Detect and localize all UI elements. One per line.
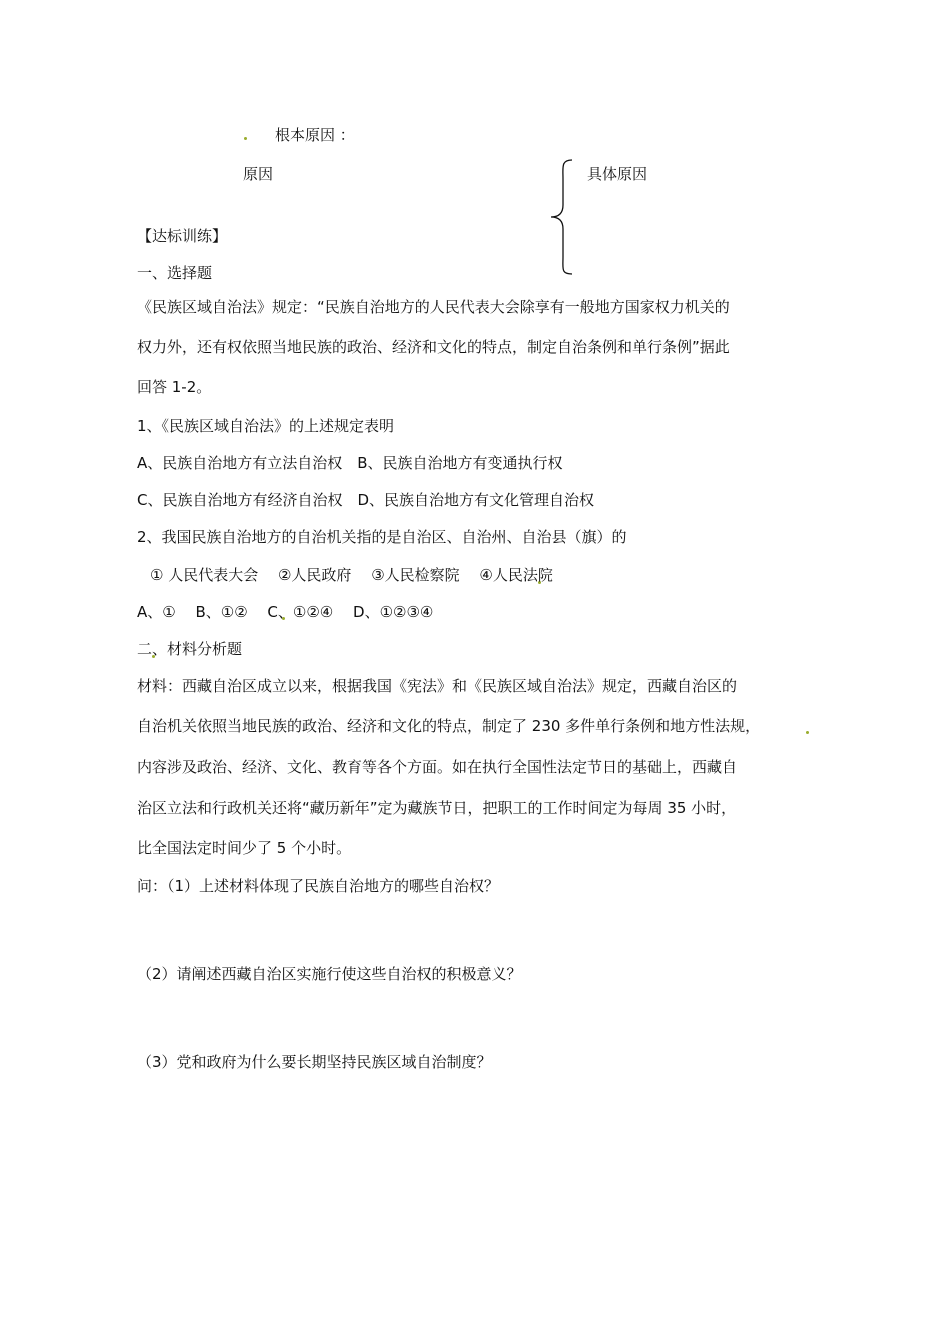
intro-line-1: 《民族区域自治法》规定：“民族自治地方的人民代表大会除享有一般地方国家权力机关的 xyxy=(137,298,730,316)
part2-heading: 二、材料分析题 xyxy=(137,640,243,658)
section-title: 【达标训练】 xyxy=(137,227,228,245)
q2-options: A、① B、①② C、①②④ D、①②③④ xyxy=(137,603,434,621)
material-line-5: 比全国法定时间少了 5 个小时。 xyxy=(137,839,352,857)
root-cause-label: 根本原因 ： xyxy=(275,126,355,144)
q2-items: ① 人民代表大会 ②人民政府 ③人民检察院 ④人民法院 xyxy=(150,566,553,584)
q1-options-ab: A、民族自治地方有立法自治权 B、民族自治地方有变通执行权 xyxy=(137,454,563,472)
material-line-2: 自治机关依照当地民族的政治、经济和文化的特点，制定了 230 多件单行条例和地方性法规， xyxy=(137,717,761,735)
cause-label: 原因 xyxy=(243,165,274,183)
material-line-4: 治区立法和行政机关还将“藏历新年”定为藏族节日，把职工的工作时间定为每周 35 小时， xyxy=(137,799,737,817)
bullet-dot xyxy=(244,137,247,140)
curly-brace-icon xyxy=(545,157,575,277)
q2-stem: 2、我国民族自治地方的自治机关指的是自治区、自治州、自治县（旗）的 xyxy=(137,528,627,546)
intro-line-2: 权力外，还有权依照当地民族的政治、经济和文化的特点，制定自治条例和单行条例”据此 xyxy=(137,338,730,356)
part2-question-2: （2）请阐述西藏自治区实施行使这些自治权的积极意义？ xyxy=(137,965,522,983)
part2-question-1: 问：（1）上述材料体现了民族自治地方的哪些自治权？ xyxy=(137,877,500,895)
intro-line-3: 回答 1-2。 xyxy=(137,378,212,396)
q1-stem: 1、《民族区域自治法》的上述规定表明 xyxy=(137,417,395,435)
q1-options-cd: C、民族自治地方有经济自治权 D、民族自治地方有文化管理自治权 xyxy=(137,491,595,509)
part2-question-3: （3）党和政府为什么要长期坚持民族区域自治制度？ xyxy=(137,1053,492,1071)
stray-dot xyxy=(806,731,809,734)
material-line-1: 材料：西藏自治区成立以来，根据我国《宪法》和《民族区域自治法》规定，西藏自治区的 xyxy=(137,677,738,695)
specific-cause-label: 具体原因 xyxy=(587,165,648,183)
material-line-3: 内容涉及政治、经济、文化、教育等各个方面。如在执行全国性法定节日的基础上，西藏自 xyxy=(137,758,738,776)
part1-heading: 一、选择题 xyxy=(137,264,213,282)
